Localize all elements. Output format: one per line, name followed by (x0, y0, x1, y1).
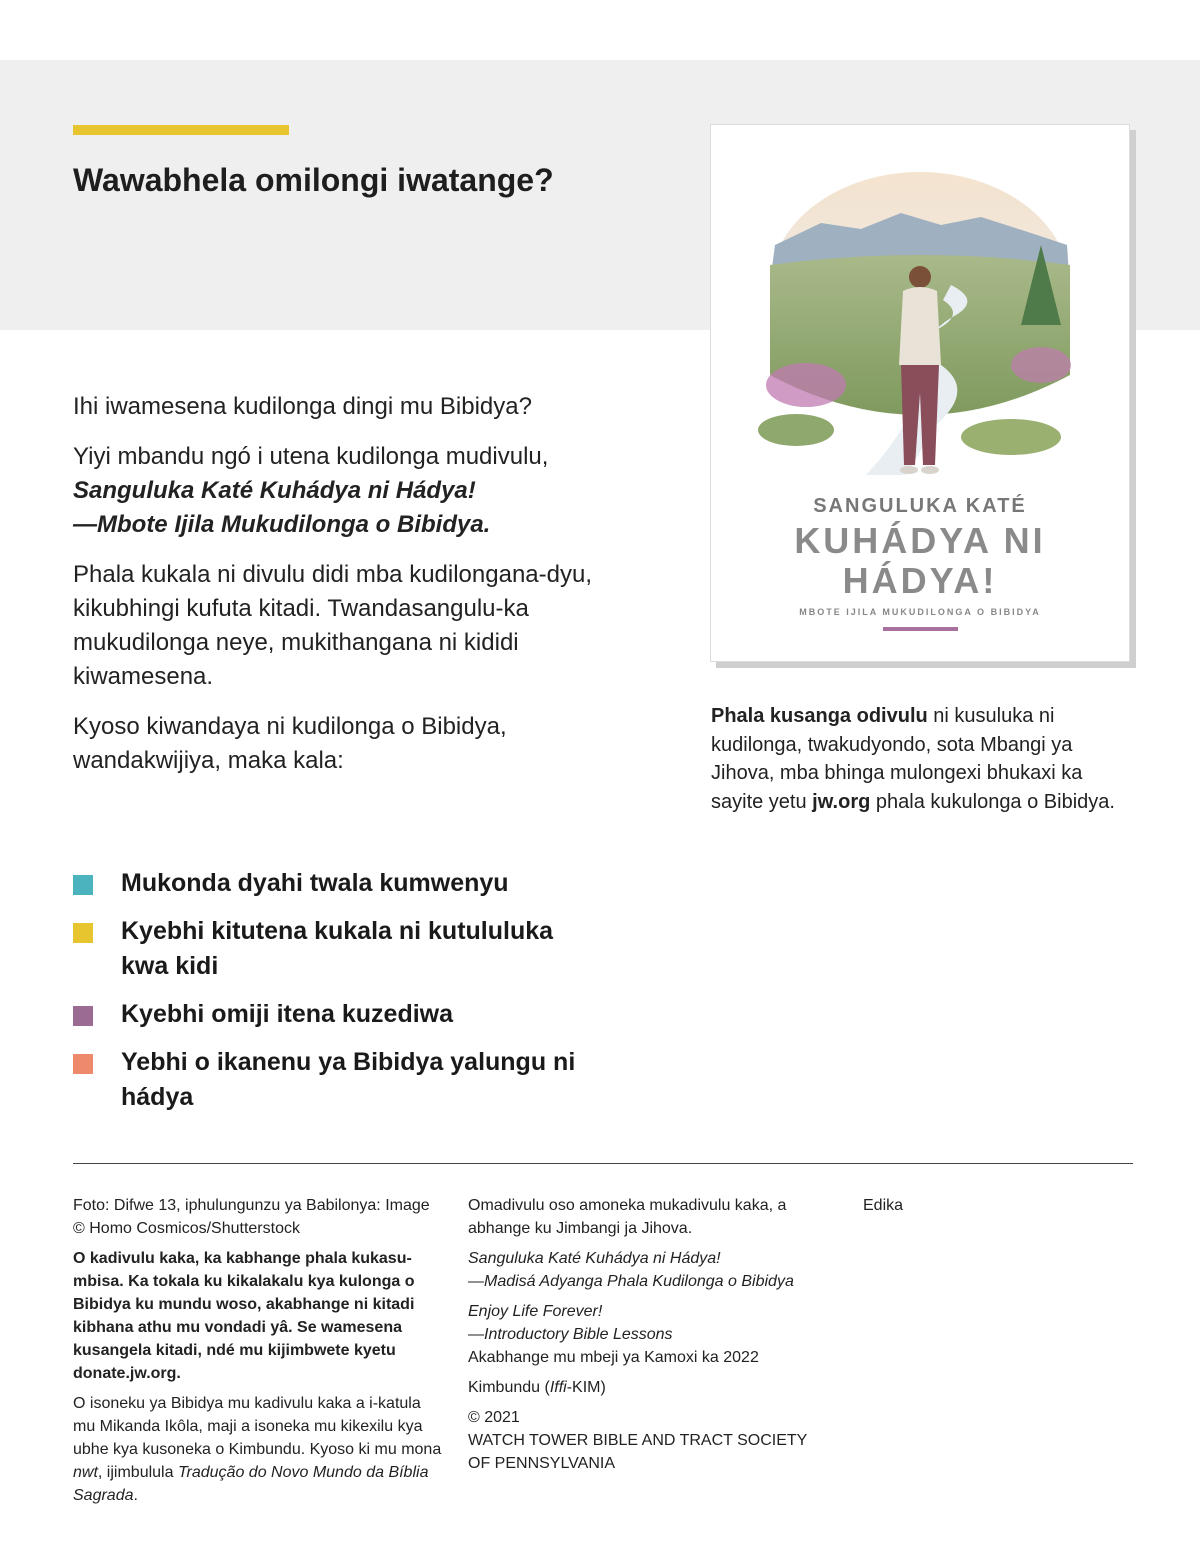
list-item (73, 997, 593, 1032)
lang-code: Iffi (549, 1379, 567, 1396)
intro-paragraph-4: Kyoso kiwandaya ni kudilonga o Bibidya, wandakwijiya, maka kala: (73, 713, 507, 774)
language-line (468, 1376, 848, 1399)
note-part-1: O isoneku ya Bibidya mu kadivulu kaka a i-katula mu Mikanda Ikôla, maji a isoneka mu kikexilu kya ubhe kya kusoneka o Kimbundu. Kyoso ki mu mona (73, 1395, 442, 1458)
bush-left (758, 414, 834, 446)
lang-suffix: -KIM) (566, 1379, 606, 1396)
divider (73, 1163, 1133, 1164)
translation-note (73, 1392, 443, 1507)
book-english (468, 1300, 848, 1369)
topic-list (73, 866, 593, 1128)
cover-subtitle: SANGULUKA KATÉ (813, 495, 1027, 517)
intro-paragraph-3: Phala kukala ni divulu didi mba kudilongana-dyu, kikubhingi kufuta kitadi. Twandasangulu-ka mukudilonga neye, mukithangana ni kididi kiwamesena. (73, 561, 592, 690)
footer-column-1 (73, 1194, 443, 1514)
sidebar-text-2: phala kukulonga o Bibidya. (870, 790, 1115, 813)
site-link[interactable]: jw.org (812, 790, 871, 813)
note-abbr: nwt (73, 1464, 98, 1481)
topic-label: Kyebhi kitutena kukala ni kutululuka kwa kidi (121, 917, 554, 980)
print-date: Akabhange mu mbeji ya Kamoxi ka 2022 (468, 1349, 759, 1366)
note-end: . (133, 1487, 138, 1504)
edition-label: Edika (863, 1197, 904, 1214)
list-item (73, 1045, 593, 1115)
bullet-square-icon (73, 875, 93, 895)
publisher-line-2: OF PENNSYLVANIA (468, 1455, 615, 1472)
intro-text (73, 390, 643, 794)
book-kimbundu-title: Sanguluka Katé Kuhádya ni Hádya! (468, 1250, 721, 1267)
sidebar-note (711, 702, 1136, 816)
book-cover[interactable] (710, 124, 1130, 662)
list-item (73, 866, 593, 901)
book-subtitle: —Mbote Ijila Mukudilonga o Bibidya. (73, 511, 491, 538)
bush-right (961, 419, 1061, 455)
book-kimbundu-sub: —Madisá Adyanga Phala Kudilonga o Bibidya (468, 1273, 794, 1290)
intro-lead: Yiyi mbandu ngó i utena kudilonga mudivulu, (73, 443, 549, 470)
flowers-right (1011, 347, 1071, 383)
sidebar-text-1: ni kusuluka ni kudilonga, twakudyondo, sota Mbangi ya Jihova, mba bhinga mulongexi bhukaxi ka sayite yetu (711, 705, 1083, 813)
topic-label: Kyebhi omiji itena kuzediwa (121, 1000, 454, 1028)
bullet-square-icon (73, 923, 93, 943)
cover-tagline: MBOTE IJILA MUKUDILONGA O BIBIDYA (799, 607, 1041, 617)
cover-title: KUHÁDYA NI HÁDYA! (794, 520, 1046, 601)
bullet-square-icon (73, 1054, 93, 1074)
list-item (73, 914, 593, 984)
publications-intro: Omadivulu oso amoneka mukadivulu kaka, a abhange ku Jimbangi ja Jihova. (468, 1197, 787, 1237)
topic-label: Mukonda dyahi twala kumwenyu (121, 869, 509, 897)
book-title: Sanguluka Katé Kuhádya ni Hádya! (73, 477, 476, 504)
book-kimbundu (468, 1247, 848, 1293)
intro-paragraph-1: Ihi iwamesena kudilonga dingi mu Bibidya? (73, 393, 532, 420)
copyright (468, 1406, 848, 1475)
publisher-line-1: WATCH TOWER BIBLE AND TRACT SOCIETY (468, 1432, 808, 1449)
intro-paragraph-2 (73, 440, 643, 542)
copyright-year: © 2021 (468, 1409, 520, 1426)
lang-prefix: Kimbundu ( (468, 1379, 550, 1396)
footer-column-3 (863, 1194, 1063, 1224)
photo-credit: Foto: Difwe 13, iphulungunzu ya Babilonya: Image © Homo Cosmicos/Shutterstock (73, 1197, 430, 1237)
page-title: Wawabhela omilongi iwatange? (73, 162, 554, 198)
book-english-title: Enjoy Life Forever! (468, 1303, 603, 1320)
footer-column-2 (468, 1194, 848, 1482)
accent-bar (73, 125, 289, 135)
note-title: Tradução do Novo Mundo da Bíblia Sagrada (73, 1464, 429, 1504)
note-part-2: , ijimbulula (97, 1464, 178, 1481)
book-english-sub: —Introductory Bible Lessons (468, 1326, 673, 1343)
bullet-square-icon (73, 1006, 93, 1026)
sidebar-lead: Phala kusanga odivulu (711, 705, 928, 727)
flowers-left (766, 363, 846, 407)
donation-note: O kadivulu kaka, ka kabhange phala kukasu-mbisa. Ka tokala ku kikalakalu kya kulonga o Bibidya ku mundu woso, akabhange ni kitadi kibhana athu mu vondadi yâ. Se wamesena kusangela kitadi, ndé mu kijimbwete kyetu donate.jw.org. (73, 1250, 415, 1382)
cover-accent-line (883, 627, 958, 631)
topic-label: Yebhi o ikanenu ya Bibidya yalungu ni hádya (121, 1048, 576, 1111)
